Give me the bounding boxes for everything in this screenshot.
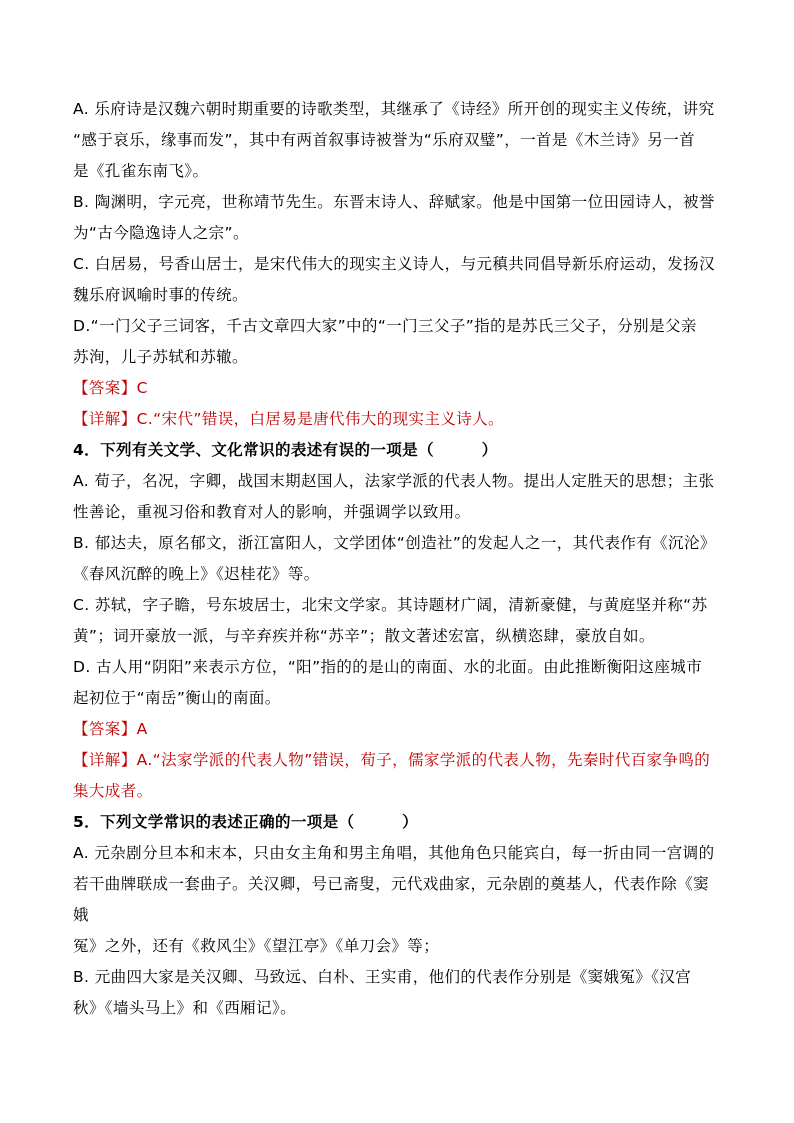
- q3-options: [73, 94, 723, 1024]
- q5-option-b: [73, 962, 723, 1024]
- q4-option-b: [73, 528, 723, 590]
- q4-option-d-line2: 起初位于“南岳”衡山的南面。: [73, 689, 281, 707]
- q5-option-a-line2: 若干曲牌联成一套曲子。关汉卿，号已斋叟，元代戏曲家，元杂剧的奠基人，代表作除《窦娥: [73, 875, 710, 924]
- q4-option-c-line2: 黄”；词开豪放一派，与辛弃疾并称“苏辛”；散文著述宏富，纵横恣肆，豪放自如。: [73, 627, 655, 645]
- q4-option-a-line2: 性善论，重视习俗和教育对人的影响，并强调学以致用。: [73, 503, 471, 521]
- q3-option-c-line2: 魏乐府讽喻时事的传统。: [73, 286, 248, 304]
- q4-option-c: [73, 590, 723, 652]
- detail-text-line1: A.“法家学派的代表人物”错误，荀子，儒家学派的代表人物，先秦时代百家争鸣的: [136, 751, 711, 769]
- q3-option-a-line2: “感于哀乐，缘事而发”，其中有两首叙事诗被誉为“乐府双璧”，一首是《木兰诗》另一首: [73, 131, 696, 149]
- q3-answer: [73, 373, 723, 404]
- q4-option-b-line2: 《春风沉醉的晚上》《迟桂花》等。: [73, 565, 320, 583]
- answer-tag: 【答案】: [73, 720, 137, 738]
- q4-title: 4．下列有关文学、文化常识的表述有误的一项是（ ）: [73, 441, 498, 459]
- q3-option-c-line1: C. 白居易，号香山居士，是宋代伟大的现实主义诗人，与元稹共同倡导新乐府运动，发扬汉: [73, 255, 715, 273]
- detail-text-line2: 集大成者。: [73, 782, 153, 800]
- q3-option-d-line2: 苏洵，儿子苏轼和苏辙。: [73, 348, 248, 366]
- q4-option-c-line1: C. 苏轼，字子瞻，号东坡居士，北宋文学家。其诗题材广阔，清新豪健，与黄庭坚并称“苏: [73, 596, 708, 614]
- q3-option-c: [73, 249, 723, 311]
- q5-option-b-line2: 秋》《墙头马上》和《西厢记》。: [73, 999, 297, 1017]
- answer-value: A: [136, 720, 148, 738]
- q4-option-d-line1: D. 古人用“阴阳”来表示方位，“阳”指的的是山的南面、水的北面。由此推断衡阳这座城市: [73, 658, 703, 676]
- q5-option-b-line1: B. 元曲四大家是关汉卿、马致远、白朴、王实甫，他们的代表作分别是《窦娥冤》《汉宫: [73, 968, 692, 986]
- q3-option-d: [73, 311, 723, 373]
- q5-option-a-line1: A. 元杂剧分旦本和末本，只由女主角和男主角唱，其他角色只能宾白，每一折由同一宫调的: [73, 844, 715, 862]
- q4-option-d: [73, 652, 723, 714]
- q5-option-a: [73, 838, 723, 962]
- answer-tag: 【答案】: [73, 379, 137, 397]
- q4-answer: [73, 714, 723, 745]
- q4-option-b-line1: B. 郁达夫，原名郁文，浙江富阳人，文学团体“创造社”的发起人之一，其代表作有《沉沦》: [73, 534, 716, 552]
- q3-detail: [73, 404, 723, 435]
- q3-option-a-line3: 是《孔雀东南飞》。: [73, 162, 209, 180]
- detail-tag: 【详解】: [73, 751, 137, 769]
- q3-option-a: [73, 94, 723, 187]
- q5-option-a-line3: 冤》之外，还有《救风尘》《望江亭》《单刀会》等；: [73, 937, 440, 955]
- detail-tag: 【详解】: [73, 410, 137, 428]
- answer-value: C: [136, 379, 148, 397]
- q3-option-b: [73, 187, 723, 249]
- q4-option-a: [73, 466, 723, 528]
- q4-option-a-line1: A. 荀子，名况，字卿，战国末期赵国人，法家学派的代表人物。提出人定胜天的思想；主张: [73, 472, 715, 490]
- q3-option-a-line1: A. 乐府诗是汉魏六朝时期重要的诗歌类型，其继承了《诗经》所开创的现实主义传统，讲究: [73, 100, 715, 118]
- detail-text: C.“宋代”错误，白居易是唐代伟大的现实主义诗人。: [136, 410, 504, 428]
- q3-option-b-line1: B. 陶渊明，字元亮，世称靖节先生。东晋末诗人、辞赋家。他是中国第一位田园诗人，被誉: [73, 193, 715, 211]
- q5-title: 5．下列文学常识的表述正确的一项是（ ）: [73, 813, 419, 831]
- q3-option-d-line1: D.“一门父子三词客，千古文章四大家”中的“一门三父子”指的是苏氏三父子，分别是父亲: [73, 317, 697, 335]
- q3-option-b-line2: 为“古今隐逸诗人之宗”。: [73, 224, 249, 242]
- q4-detail: [73, 745, 723, 807]
